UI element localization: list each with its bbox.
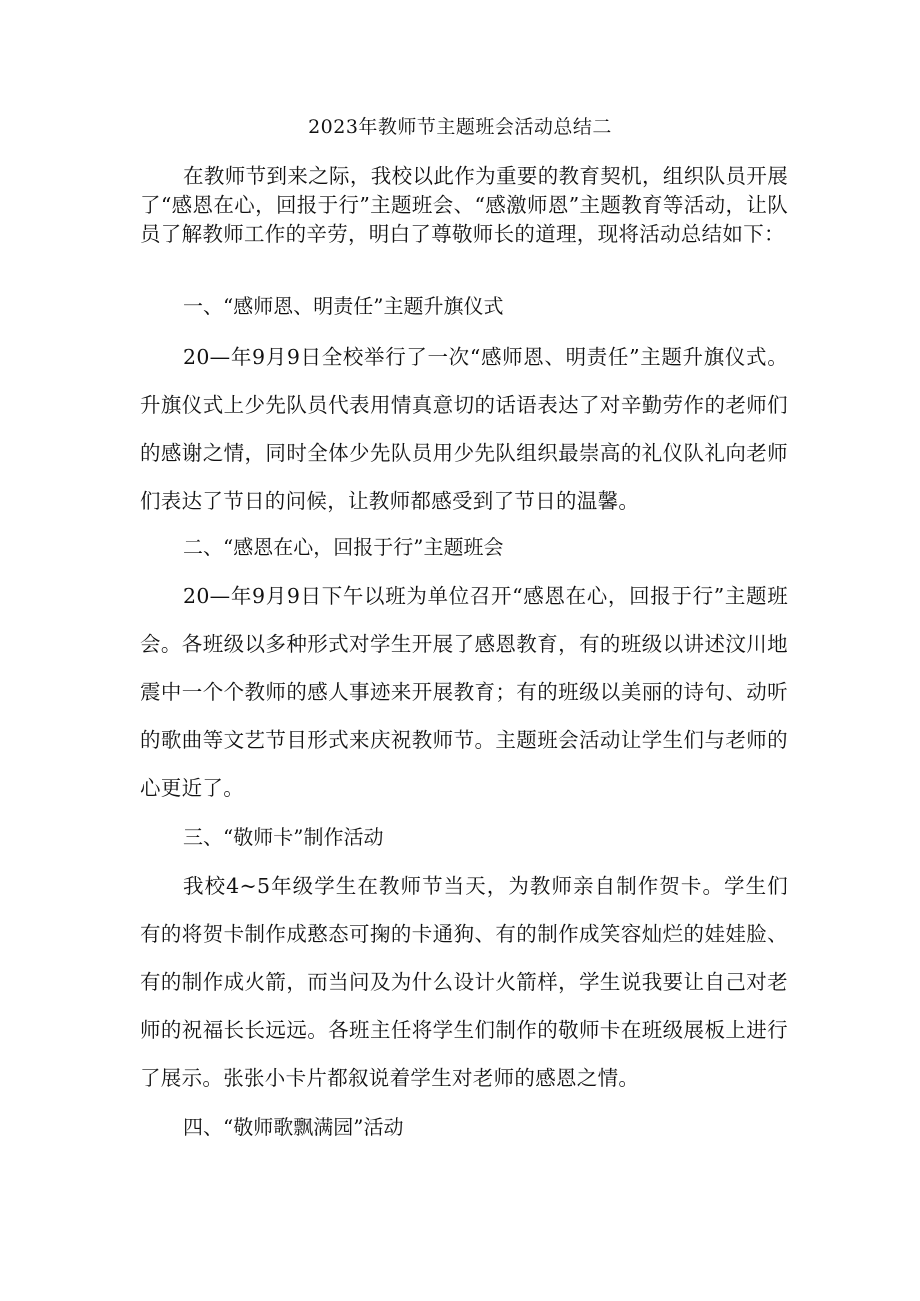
section-heading-2: 二、“感恩在心，回报于行”主题班会: [183, 535, 504, 559]
document-title: 2023年教师节主题班会活动总结二: [308, 116, 612, 138]
section-heading-4: 四、“敬师歌飘满园”活动: [183, 1115, 404, 1139]
section-body-1: 20—年9月9日全校举行了一次“感师恩、明责任”主题升旗仪式。升旗仪式上少先队员代表用情真意切的话语表达了对辛勤劳作的老师们的感谢之情，同时全体少先队员用少先队组织最崇高的礼仪队礼向老师们表达了节日的问候，让教师都感受到了节日的温馨。: [140, 345, 788, 513]
section-heading-1: 一、“感师恩、明责任”主题升旗仪式: [183, 294, 504, 318]
section-body-3: 我校4~5年级学生在教师节当天，为教师亲自制作贺卡。学生们有的将贺卡制作成憨态可掬的卡通狗、有的制作成笑容灿烂的娃娃脸、有的制作成火箭，而当问及为什么设计火箭样，学生说我要让自己对老师的祝福长长远远。各班主任将学生们制作的敬师卡在班级展板上进行了展示。张张小卡片都叙说着学生对老师的感恩之情。: [140, 874, 788, 1090]
section-body-2: 20—年9月9日下午以班为单位召开“感恩在心，回报于行”主题班会。各班级以多种形式对学生开展了感恩教育，有的班级以讲述汶川地震中一个个教师的感人事迹来开展教育；有的班级以美丽的诗句、动听的歌曲等文艺节目形式来庆祝教师节。主题班会活动让学生们与老师的心更近了。: [140, 584, 788, 800]
section-heading-3: 三、“敬师卡”制作活动: [183, 825, 384, 849]
intro-paragraph: 在教师节到来之际，我校以此作为重要的教育契机，组织队员开展了“感恩在心，回报于行”主题班会、“感激师恩”主题教育等活动，让队员了解教师工作的辛劳，明白了尊敬师长的道理，现将活动总结如下：: [140, 164, 788, 246]
